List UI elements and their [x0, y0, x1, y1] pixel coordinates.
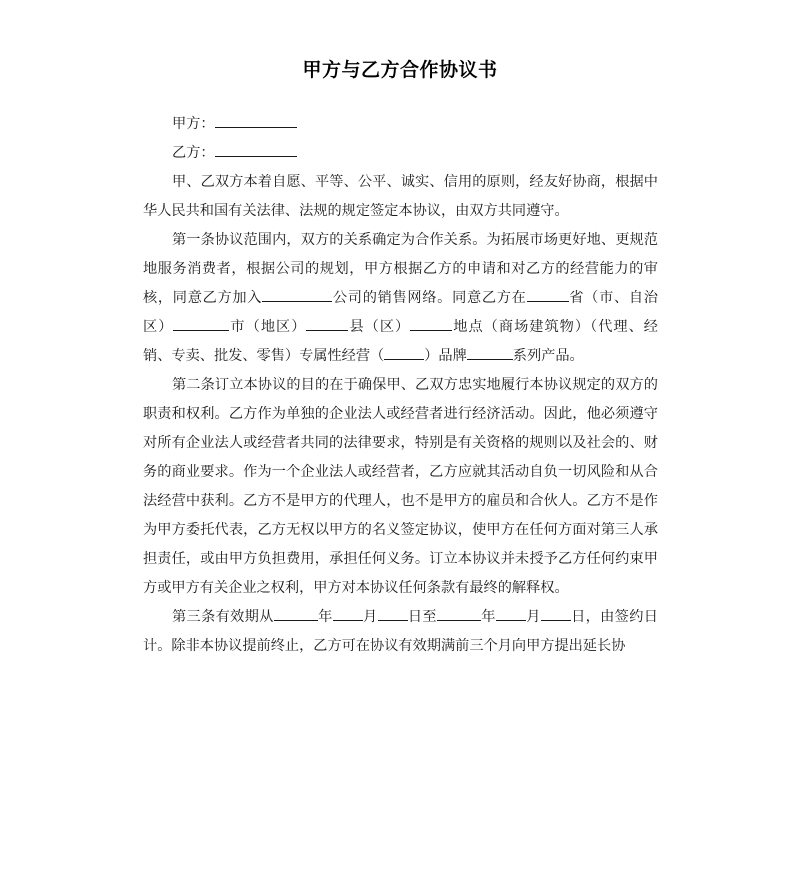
document-body: [143, 110, 658, 661]
article-1-text-8: 系列产品。: [512, 348, 584, 364]
article-1-text-1: 第一条协议范围内，双方的关系确定为合作关系。为拓展市场更好地、更规范地服务消费者，根据公司的规划，甲方根据乙方的申请和对乙方的经营能力的审核，同意乙方加入: [143, 232, 658, 306]
start-day-blank[interactable]: [378, 606, 408, 621]
location-blank[interactable]: [410, 316, 452, 331]
article-2-paragraph: 第二条订立本协议的目的在于确保甲、乙双方忠实地履行本协议规定的双方的职责和权利。乙方作为单独的企业法人或经营者进行经济活动。因此，他必须遵守对所有企业法人或经营者共同的法律要求，特别是有关资格的规则以及社会的、财务的商业要求。作为一个企业法人或经营者，乙方应就其活动自负一切风险和从合法经营中获利。乙方不是甲方的代理人，也不是甲方的雇员和合伙人。乙方不是作为甲方委托代表，乙方无权以甲方的名义签定协议，使甲方在任何方面对第三人承担责任，或由甲方负担费用，承担任何义务。订立本协议并未授予乙方任何约束甲方或甲方有关企业之权利，甲方对本协议任何条款有最终的解释权。: [143, 377, 658, 596]
article-1-paragraph: [143, 226, 658, 371]
month-label: 月: [525, 609, 541, 625]
province-blank[interactable]: [527, 287, 569, 302]
county-blank[interactable]: [306, 316, 348, 331]
series-blank[interactable]: [467, 345, 513, 360]
party-a-blank[interactable]: [215, 113, 297, 128]
party-b-label: 乙方：: [172, 145, 215, 161]
article-3-text: 日，由签约日计。除非本协议提前终止，乙方可在协议有效期满前三个月向甲方提出延长协: [143, 609, 658, 654]
start-year-blank[interactable]: [274, 606, 318, 621]
article-1-text-3: 省（市、自治区）: [143, 290, 658, 335]
article-1-text-2: 公司的销售网络。同意乙方在: [332, 290, 527, 306]
party-a-line: [143, 110, 658, 139]
article-1-text-6: 地点（商场建筑物）（代理、经销、专卖、批发、零售）专属性经营（: [143, 319, 658, 364]
document-title: 甲方与乙方合作协议书: [302, 59, 498, 81]
party-b-line: [143, 139, 658, 168]
article-1-text-4: 市（地区）: [229, 319, 307, 335]
city-blank[interactable]: [173, 316, 229, 331]
end-month-blank[interactable]: [496, 606, 526, 621]
company-blank[interactable]: [262, 287, 332, 302]
article-3-paragraph: [143, 603, 658, 661]
preamble-paragraph: 甲、乙双方本着自愿、平等、公平、诚实、信用的原则，经友好协商，根据中华人民共和国有关法律、法规的规定签定本协议，由双方共同遵守。: [143, 174, 658, 219]
day-label: 日至: [407, 609, 437, 625]
month-label: 月: [362, 609, 378, 625]
party-a-label: 甲方：: [172, 116, 215, 132]
article-3-prefix: 第三条有效期从: [172, 609, 274, 625]
end-day-blank[interactable]: [541, 606, 571, 621]
brand-blank[interactable]: [384, 345, 424, 360]
end-year-blank[interactable]: [437, 606, 481, 621]
year-label: 年: [317, 609, 333, 625]
party-b-blank[interactable]: [215, 142, 297, 157]
article-1-text-7: ）品牌: [424, 348, 467, 364]
start-month-blank[interactable]: [333, 606, 363, 621]
year-label: 年: [480, 609, 496, 625]
article-1-text-5: 县（区）: [348, 319, 411, 335]
